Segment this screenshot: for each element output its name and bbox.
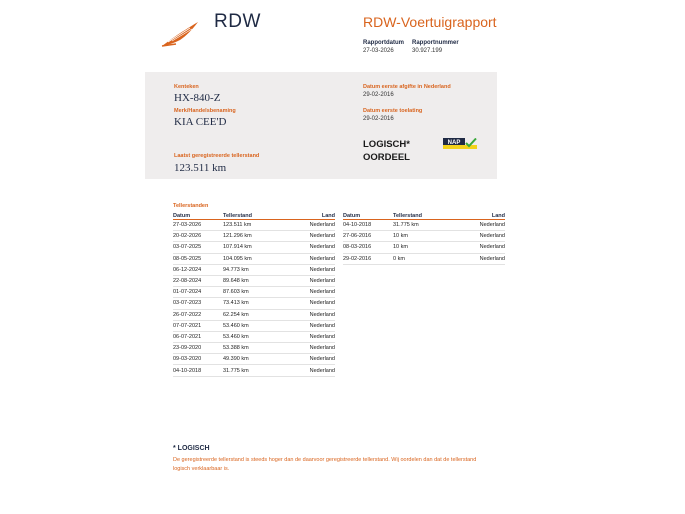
report-date: 27-03-2026 xyxy=(363,48,394,54)
row-country: Nederland xyxy=(278,365,335,376)
row-reading: 31.775 km xyxy=(223,365,278,376)
table-row xyxy=(173,287,335,298)
row-date: 03-07-2023 xyxy=(173,298,223,309)
report-number-label: Rapportnummer xyxy=(412,40,459,46)
table-row xyxy=(173,242,335,253)
row-country: Nederland xyxy=(278,242,335,253)
row-reading: 53.460 km xyxy=(223,331,278,342)
row-reading: 49.390 km xyxy=(223,354,278,365)
row-date: 27-06-2016 xyxy=(343,231,393,242)
nap-check-badge-icon xyxy=(443,138,477,149)
make-label: Merk/Handelsbenaming xyxy=(174,108,236,114)
table-row xyxy=(173,253,335,264)
plate-value: HX-840-Z xyxy=(174,92,221,104)
footnote-text: De geregistreerde tellerstand is steeds hoger dan de daarvoor geregistreerde tellerstand. Wij oordelen dan dat de tellerstand logisch verklaarbaar is. xyxy=(173,457,477,472)
odometer-table-right xyxy=(343,212,505,265)
row-date: 09-03-2020 xyxy=(173,354,223,365)
col-country: Land xyxy=(448,212,505,220)
verdict xyxy=(363,138,410,164)
table-row xyxy=(173,354,335,365)
first-issue-nl-label: Datum eerste afgifte in Nederland xyxy=(363,84,451,90)
row-country: Nederland xyxy=(448,242,505,253)
table-row xyxy=(343,242,505,253)
row-date: 20-02-2026 xyxy=(173,231,223,242)
first-admission-value: 29-02-2016 xyxy=(363,116,394,122)
table-row xyxy=(173,231,335,242)
row-country: Nederland xyxy=(278,264,335,275)
make-value: KIA CEE'D xyxy=(174,116,227,128)
row-country: Nederland xyxy=(448,253,505,264)
row-date: 27-03-2026 xyxy=(173,220,223,231)
report-title: RDW-Voertuigrapport xyxy=(363,14,497,30)
col-reading: Tellerstand xyxy=(393,212,448,220)
row-reading: 123.511 km xyxy=(223,220,278,231)
row-reading: 53.460 km xyxy=(223,320,278,331)
row-reading: 94.773 km xyxy=(223,264,278,275)
row-reading: 121.296 km xyxy=(223,231,278,242)
last-odo-label: Laatst geregistreerde tellerstand xyxy=(174,153,260,159)
odometer-section-title: Tellerstanden xyxy=(173,203,209,209)
row-date: 08-05-2025 xyxy=(173,253,223,264)
row-reading: 107.914 km xyxy=(223,242,278,253)
table-row xyxy=(343,220,505,231)
row-date: 23-09-2020 xyxy=(173,343,223,354)
row-reading: 10 km xyxy=(393,231,448,242)
last-odo-value: 123.511 km xyxy=(174,162,227,174)
table-row xyxy=(343,253,505,264)
report-number: 30.927.199 xyxy=(412,48,443,54)
col-reading: Tellerstand xyxy=(223,212,278,220)
row-reading: 87.603 km xyxy=(223,287,278,298)
table-row xyxy=(173,331,335,342)
row-date: 06-12-2024 xyxy=(173,264,223,275)
row-country: Nederland xyxy=(278,287,335,298)
row-date: 06-07-2021 xyxy=(173,331,223,342)
badge-text: NAP xyxy=(447,139,461,146)
plate-label: Kenteken xyxy=(174,84,199,90)
row-country: Nederland xyxy=(278,231,335,242)
row-country: Nederland xyxy=(448,231,505,242)
row-reading: 89.648 km xyxy=(223,275,278,286)
row-country: Nederland xyxy=(278,298,335,309)
row-reading: 53.388 km xyxy=(223,343,278,354)
table-row xyxy=(173,220,335,231)
row-reading: 62.254 km xyxy=(223,309,278,320)
row-country: Nederland xyxy=(278,309,335,320)
row-country: Nederland xyxy=(278,220,335,231)
verdict-line-1: LOGISCH* xyxy=(363,139,410,150)
row-date: 03-07-2025 xyxy=(173,242,223,253)
rdw-logo-icon xyxy=(160,20,200,48)
row-country: Nederland xyxy=(278,275,335,286)
row-country: Nederland xyxy=(278,343,335,354)
table-row xyxy=(343,231,505,242)
row-reading: 0 km xyxy=(393,253,448,264)
row-date: 04-10-2018 xyxy=(343,220,393,231)
row-reading: 104.095 km xyxy=(223,253,278,264)
table-row xyxy=(173,320,335,331)
table-row xyxy=(173,309,335,320)
table-row xyxy=(173,365,335,376)
row-reading: 10 km xyxy=(393,242,448,253)
row-date: 04-10-2018 xyxy=(173,365,223,376)
row-reading: 73.413 km xyxy=(223,298,278,309)
col-country: Land xyxy=(278,212,335,220)
first-admission-label: Datum eerste toelating xyxy=(363,108,423,114)
row-reading: 31.775 km xyxy=(393,220,448,231)
footnote-title: * LOGISCH xyxy=(173,445,210,452)
first-issue-nl-value: 29-02-2016 xyxy=(363,92,394,98)
table-row xyxy=(173,298,335,309)
row-country: Nederland xyxy=(278,253,335,264)
verdict-line-2: OORDEEL xyxy=(363,152,410,163)
col-date: Datum xyxy=(173,212,223,220)
row-country: Nederland xyxy=(278,320,335,331)
row-date: 01-07-2024 xyxy=(173,287,223,298)
table-row xyxy=(173,275,335,286)
row-date: 26-07-2022 xyxy=(173,309,223,320)
row-country: Nederland xyxy=(278,331,335,342)
report-date-label: Rapportdatum xyxy=(363,40,404,46)
row-date: 07-07-2021 xyxy=(173,320,223,331)
row-date: 29-02-2016 xyxy=(343,253,393,264)
odometer-table-left xyxy=(173,212,335,377)
brand-name: RDW xyxy=(214,11,261,32)
row-country: Nederland xyxy=(448,220,505,231)
row-date: 08-03-2016 xyxy=(343,242,393,253)
row-country: Nederland xyxy=(278,354,335,365)
table-row xyxy=(173,264,335,275)
col-date: Datum xyxy=(343,212,393,220)
table-row xyxy=(173,343,335,354)
row-date: 22-08-2024 xyxy=(173,275,223,286)
